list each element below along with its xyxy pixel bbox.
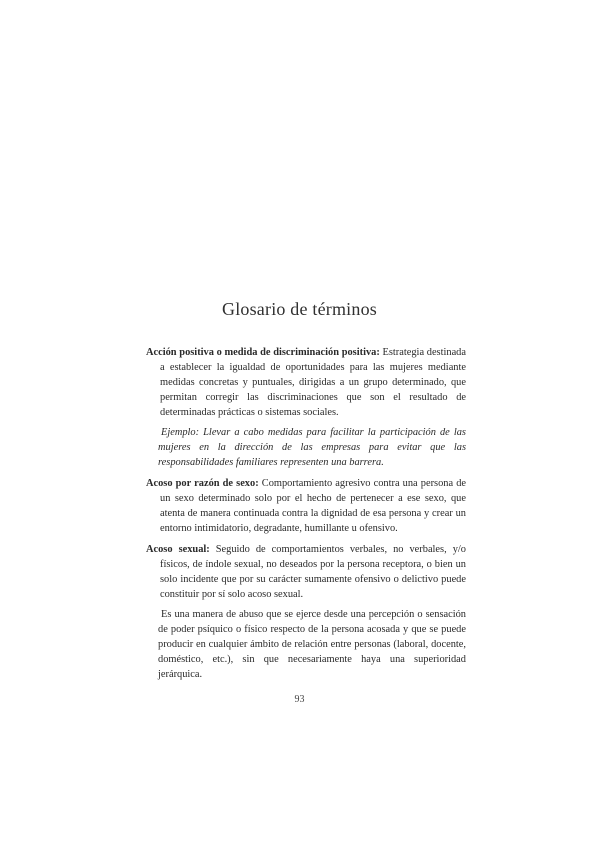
example-text: Llevar a cabo medidas para facilitar la participación de las mujeres en la dirección de las empresas para evitar que las responsabilidades familiares representen una barrera. <box>158 427 466 468</box>
page-number: 93 <box>294 694 305 705</box>
glossary-definition: Estrategia destinada a establecer la igualdad de oportunidades para las mujeres mediante medidas concretas y puntuales, dirigidas a un grupo determinado, que permitan corregir las discriminaciones que son el resultado de determinadas prácticas o sistemas sociales. <box>160 347 466 418</box>
glossary-definition: Comportamiento agresivo contra una persona de un sexo determinado solo por el hecho de pertenecer a ese sexo, que atenta de manera continuada contra la dignidad de esa persona y crear un entorno intimidatorio, degradante, humillante u ofensivo. <box>160 478 467 534</box>
glossary-entry <box>146 542 466 682</box>
example-label: Ejemplo: <box>161 427 200 438</box>
glossary-entry <box>146 476 466 536</box>
glossary-term: Acoso sexual <box>146 544 207 555</box>
glossary-definition: Seguido de comportamientos verbales, no verbales, y/o físicos, de índole sexual, no deseados por la persona receptora, o bien un solo incidente que por su carácter sumamente ofensivo o delictivo puede constituir por sí solo acoso sexual. <box>160 544 466 600</box>
glossary-term: Acción positiva o medida de discriminación positiva <box>146 347 377 358</box>
page-title: Glosario de términos <box>222 299 377 319</box>
entry-definition-paragraph <box>146 345 466 420</box>
entry-definition-paragraph <box>146 542 466 602</box>
term-separator: : <box>376 347 383 358</box>
glossary-entry <box>146 345 466 470</box>
term-separator: : <box>255 478 262 489</box>
glossary <box>146 345 466 688</box>
entry-example <box>158 425 466 470</box>
term-separator: : <box>206 544 216 555</box>
entry-extra-paragraph: Es una manera de abuso que se ejerce desde una percepción o sensación de poder psíquico o físico respecto de la persona acosada y que se puede producir en cualquier ámbito de relación entre personas (laboral, docente, doméstico, etc.), sin que necesariamente haya una superioridad jerárquica. <box>158 609 466 680</box>
glossary-term: Acoso por razón de sexo <box>146 478 256 489</box>
entry-definition-paragraph <box>146 476 466 536</box>
